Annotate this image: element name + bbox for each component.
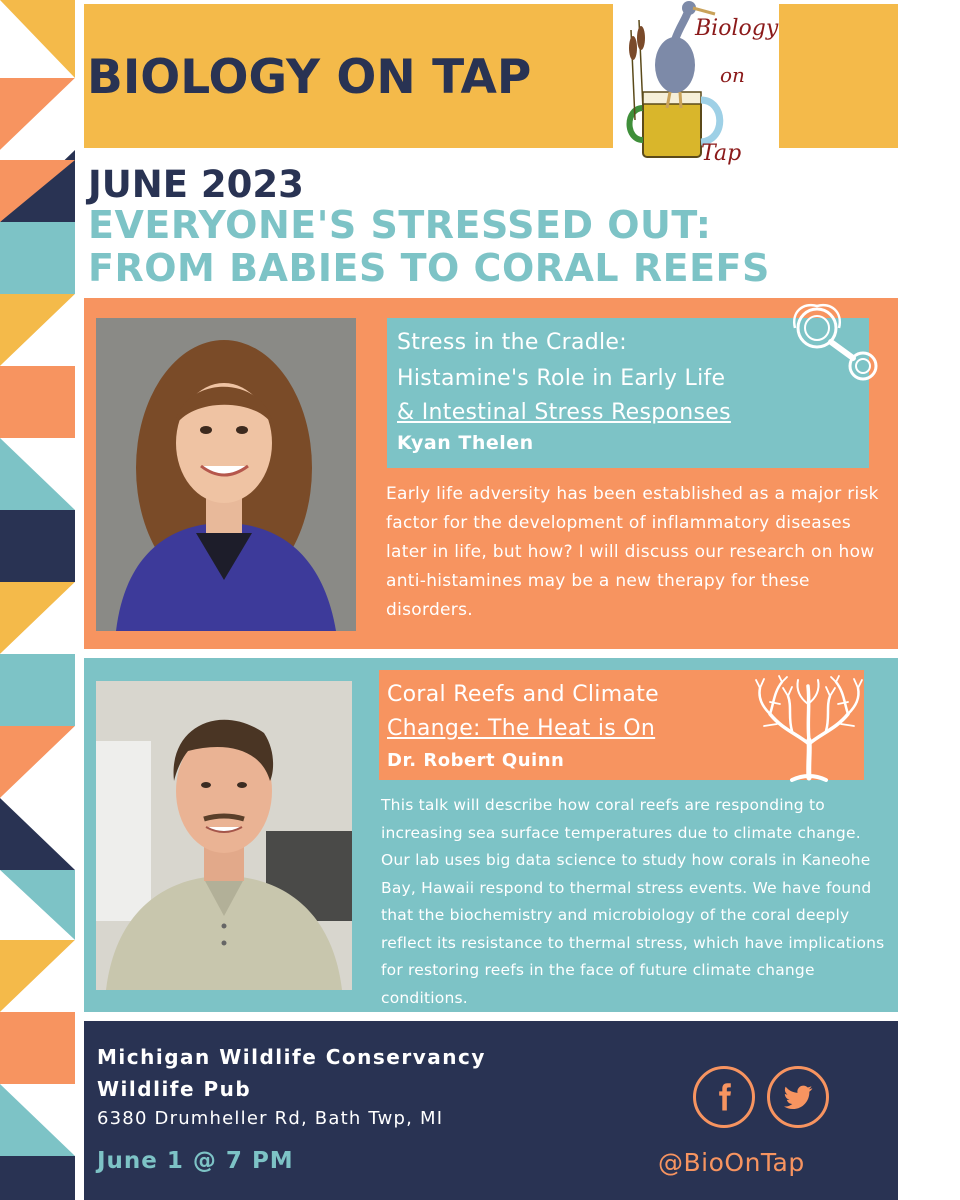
social-handle[interactable]: @BioOnTap	[658, 1148, 805, 1177]
talk1-speaker-name: Kyan Thelen	[397, 432, 534, 454]
event-datetime: June 1 @ 7 PM	[97, 1148, 294, 1174]
svg-text:on: on	[720, 63, 745, 87]
talk2-title-line1: Coral Reefs and Climate	[387, 682, 659, 707]
venue-name-line1: Michigan Wildlife Conservancy	[97, 1045, 486, 1069]
decorative-pattern-strip	[0, 0, 75, 1200]
facebook-icon[interactable]	[693, 1066, 755, 1128]
talk2-description: This talk will describe how coral reefs are responding to increasing sea surface temperatures due to climate change. Our lab uses big data science to study how corals in Kaneohe Bay, Hawaii respond to thermal stress events. We have found that the biochemistry and microbiology of the coral deeply reflect its resistance to thermal stress, which have implications for restoring reefs in the face of future climate change conditions.	[381, 796, 885, 1007]
rattle-icon	[787, 300, 882, 385]
event-date: JUNE 2023	[88, 163, 304, 206]
talk1-title-line2: Histamine's Role in Early Life	[397, 366, 726, 391]
venue-address: 6380 Drumheller Rd, Bath Twp, MI	[97, 1108, 444, 1129]
venue-name-line2: Wildlife Pub	[97, 1077, 252, 1101]
coral-icon	[752, 674, 866, 782]
talk1-description: Early life adversity has been established as a major risk factor for the development of inflammatory diseases later in life, but how? I will discuss our research on how anti-histamines may be a new therapy for these disorders.	[386, 484, 879, 620]
event-subtitle-line1: EVERYONE'S STRESSED OUT:	[88, 203, 712, 247]
header-banner-right	[779, 4, 898, 148]
speaker1-photo	[96, 318, 356, 631]
svg-text:Tap: Tap	[701, 141, 742, 166]
twitter-glyph	[781, 1080, 815, 1114]
speaker2-photo	[96, 681, 352, 990]
talk2-title-line2: Change: The Heat is On	[387, 716, 656, 741]
facebook-glyph	[707, 1080, 741, 1114]
talk2-speaker-name: Dr. Robert Quinn	[387, 750, 565, 771]
svg-text:Biology: Biology	[695, 16, 779, 41]
page-title: BIOLOGY ON TAP	[87, 50, 532, 105]
biology-on-tap-logo	[615, 0, 780, 170]
event-subtitle-line2: FROM BABIES TO CORAL REEFS	[88, 246, 770, 290]
talk1-title-line3: & Intestinal Stress Responses	[397, 400, 731, 425]
talk1-title-line1: Stress in the Cradle:	[397, 330, 627, 355]
twitter-icon[interactable]	[767, 1066, 829, 1128]
